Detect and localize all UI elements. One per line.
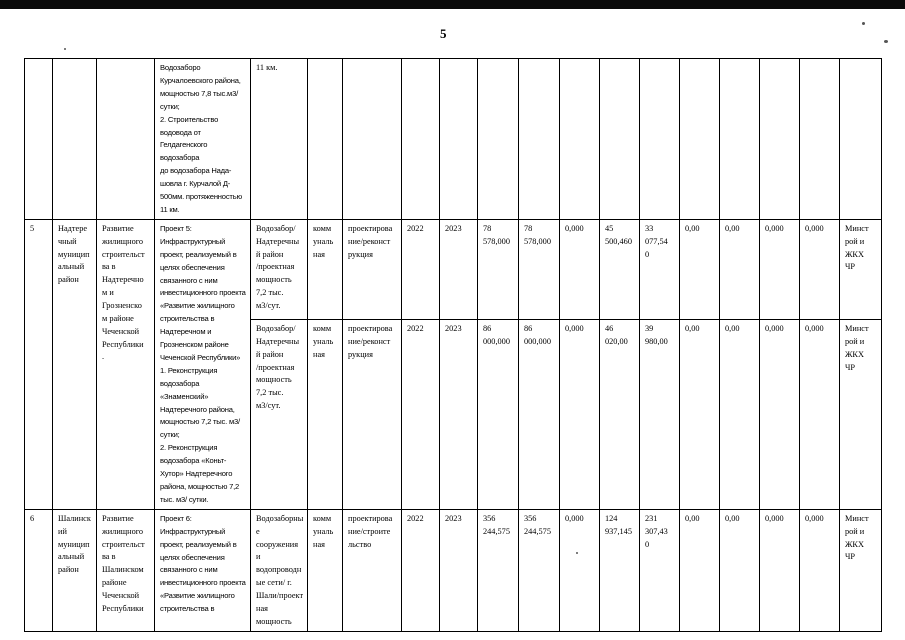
- cell-value: [760, 59, 800, 220]
- cell-year-start: 2022: [402, 219, 440, 319]
- cell-value: [640, 59, 680, 220]
- cell-goal: Развитие жилищного строительст ва в Надтеречно м и Грозненско м районе Чеченской Республики .: [97, 219, 155, 509]
- cell-value: [720, 59, 760, 220]
- cell-value: [560, 59, 600, 220]
- cell-value: 231 307,43 0: [640, 509, 680, 631]
- cell-year-end: [440, 59, 478, 220]
- cell-value: 0,000: [560, 509, 600, 631]
- cell-value: 0,000: [760, 320, 800, 510]
- cell-value: 33 077,54 0: [640, 219, 680, 319]
- cell-value: 0,000: [800, 320, 840, 510]
- cell-value: 0,000: [800, 219, 840, 319]
- cell-value: 0,000: [800, 509, 840, 631]
- cell-year-end: 2023: [440, 219, 478, 319]
- investment-projects-table: [24, 58, 882, 632]
- cell-value: 0,00: [720, 509, 760, 631]
- cell-responsible: Минст рой и ЖКХ ЧР: [840, 509, 882, 631]
- cell-value: 0,00: [680, 219, 720, 319]
- cell-responsible: Минст рой и ЖКХ ЧР: [840, 320, 882, 510]
- cell-year-start: 2022: [402, 320, 440, 510]
- cell-work-type: проектирова ние/реконст рукция: [343, 320, 402, 510]
- cell-responsible: Минст рой и ЖКХ ЧР: [840, 219, 882, 319]
- cell-project-description: Водозаборо Курчалоевского района, мощностью 7,8 тыс.м3/ сутки; 2. Строительство водовода от Гелдагенского водозабора до водозабора Нада- шовла г. Курчалой Д- 500мм. протяженностью 11 км.: [155, 59, 251, 220]
- cell-value: [600, 59, 640, 220]
- cell-value: 45 500,460: [600, 219, 640, 319]
- cell-value: 0,00: [720, 320, 760, 510]
- cell-object: Водозабор/ Надтеречны й район /проектная мощность 7,2 тыс. м3/сут.: [251, 219, 308, 319]
- cell-value: 0,00: [680, 320, 720, 510]
- cell-cost-2: [519, 59, 560, 220]
- cell-work-type: проектирова ние/строите льство: [343, 509, 402, 631]
- cell-category: комм уналь ная: [308, 219, 343, 319]
- cell-value: 0,000: [760, 219, 800, 319]
- cell-work-type: [343, 59, 402, 220]
- cell-cost-total: 78 578,000: [478, 219, 519, 319]
- cell-goal: [97, 59, 155, 220]
- cell-num: 5: [25, 219, 53, 509]
- cell-object: 11 км.: [251, 59, 308, 220]
- cell-cost-2: 86 000,000: [519, 320, 560, 510]
- cell-value: 39 980,00: [640, 320, 680, 510]
- table-row-continuation: [25, 59, 882, 220]
- scan-speck: [64, 48, 66, 50]
- cell-value: 0,00: [680, 509, 720, 631]
- cell-municipality: Надтере чный муницип альный район: [53, 219, 97, 509]
- cell-num: [25, 59, 53, 220]
- cell-year-start: [402, 59, 440, 220]
- scan-speck: [862, 22, 865, 25]
- cell-cost-total: [478, 59, 519, 220]
- cell-category: комм уналь ная: [308, 509, 343, 631]
- cell-object: Водозабор/ Надтеречны й район /проектная мощность 7,2 тыс. м3/сут.: [251, 320, 308, 510]
- cell-value: 0,000: [560, 219, 600, 319]
- cell-work-type: проектирова ние/реконст рукция: [343, 219, 402, 319]
- cell-cost-2: 78 578,000: [519, 219, 560, 319]
- cell-cost-2: 356 244,575: [519, 509, 560, 631]
- page-number: 5: [440, 26, 447, 41]
- cell-value: [800, 59, 840, 220]
- cell-year-end: 2023: [440, 509, 478, 631]
- cell-municipality: [53, 59, 97, 220]
- cell-project-description: Проект 5: Инфраструктурный проект, реализуемый в целях обеспечения связанного с ним инвестиционного проекта «Развитие жилищного строительства в Надтеречном и Грозненском районе Чеченской Республики» 1. Реконструкция водозабора «Знаменский» Надтеречного района, мощностью 7,2 тыс. м3/ сутки; 2. Реконструкция водозабора «Коньт- Хутор» Надтеречного района, мощностью 7,2 тыс. м3/ сутки.: [155, 219, 251, 509]
- cell-cost-total: 86 000,000: [478, 320, 519, 510]
- cell-project-description: Проект 6: Инфраструктурный проект, реализуемый в целях обеспечения связанного с ним инвестиционного проекта «Развитие жилищного строительства в: [155, 509, 251, 631]
- scan-top-border: [0, 0, 905, 9]
- cell-municipality: Шалинск ий муницип альный район: [53, 509, 97, 631]
- cell-cost-total: 356 244,575: [478, 509, 519, 631]
- cell-year-end: 2023: [440, 320, 478, 510]
- cell-value: 124 937,145: [600, 509, 640, 631]
- cell-value: 0,000: [560, 320, 600, 510]
- table-row-6: [25, 509, 882, 631]
- cell-value: 46 020,00: [600, 320, 640, 510]
- cell-goal: Развитие жилищного строительст ва в Шалинском районе Чеченской Республики: [97, 509, 155, 631]
- cell-value: 0,000: [760, 509, 800, 631]
- cell-num: 6: [25, 509, 53, 631]
- cell-category: комм уналь ная: [308, 320, 343, 510]
- cell-object: Водозаборны е сооружения и водопроводн ые сети/ г. Шали/проект ная мощность: [251, 509, 308, 631]
- cell-year-start: 2022: [402, 509, 440, 631]
- cell-category: [308, 59, 343, 220]
- cell-value: [680, 59, 720, 220]
- cell-value: 0,00: [720, 219, 760, 319]
- cell-responsible: [840, 59, 882, 220]
- scan-speck: [884, 40, 888, 43]
- table-row-5a: [25, 219, 882, 319]
